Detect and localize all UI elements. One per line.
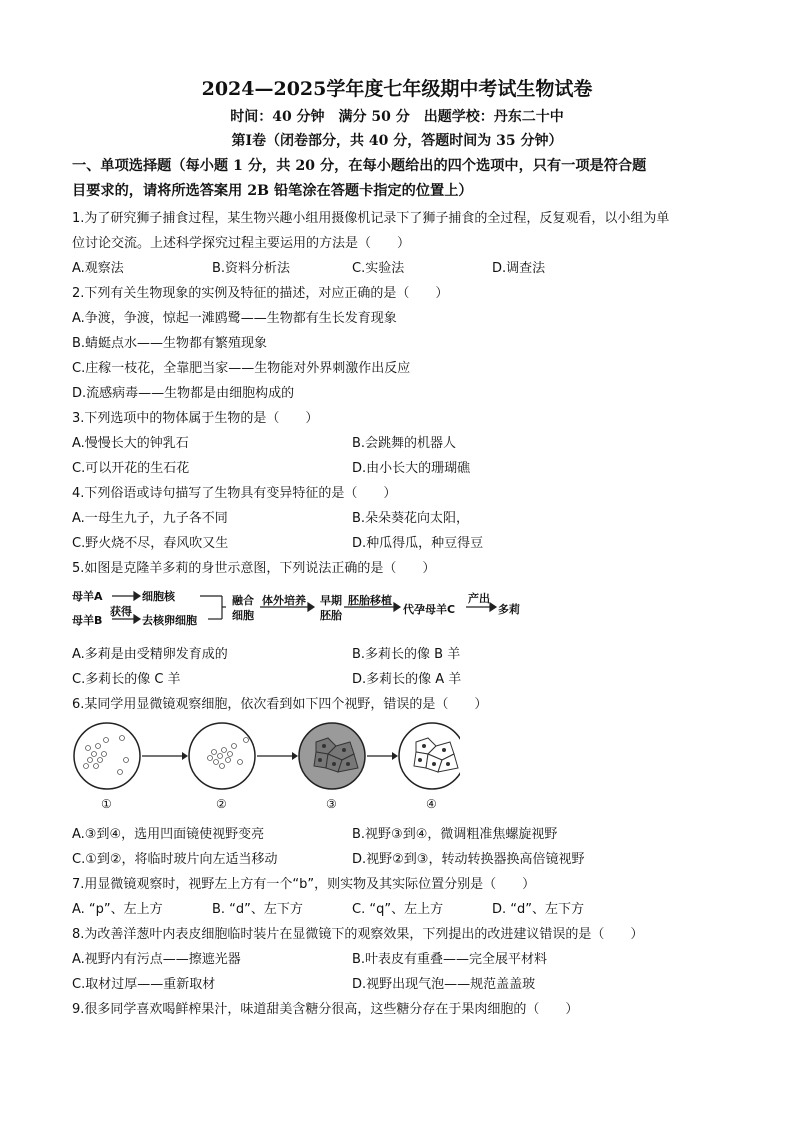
diagram-early-2: 胚胎 [320, 609, 342, 622]
q3-stem: 3.下列选项中的物体属于生物的是（ ） [72, 411, 319, 426]
q4-stem: 4.下列俗语或诗句描写了生物具有变异特征的是（ ） [72, 486, 397, 501]
diagram-nucleus: 细胞核 [142, 590, 175, 603]
field-3 [299, 723, 365, 789]
field-label-2: ② [216, 797, 227, 811]
diagram-culture: 体外培养 [262, 594, 306, 607]
microscope-fields-svg [70, 716, 460, 796]
q6-option-d: D.视野②到③，转动转换器换高倍镜视野 [352, 852, 585, 867]
q1-stem-line1: 1.为了研究狮子捕食过程，某生物兴趣小组用摄像机记录下了狮子捕食的全过程，反复观看，以小组为单 [72, 211, 670, 226]
diagram-enucleated-egg: 去核卵细胞 [142, 614, 197, 627]
diagram-birth: 产出 [468, 592, 490, 605]
q5-option-d: D.多莉长的像 A 羊 [352, 672, 462, 687]
field-1 [74, 723, 140, 789]
q1-stem-line2: 位讨论交流。上述科学探究过程主要运用的方法是（ ） [72, 236, 411, 251]
q8-option-a: A.视野内有污点——擦遮光器 [72, 952, 241, 967]
q6-option-c: C.①到②，将临时玻片向左适当移动 [72, 852, 278, 867]
part-heading: 第Ⅰ卷（闭卷部分，共 40 分，答题时间为 35 分钟） [231, 133, 563, 149]
q7-option-d: D. “d”、左下方 [492, 902, 584, 917]
q5-option-b: B.多莉长的像 B 羊 [352, 647, 461, 662]
q3-option-a: A.慢慢长大的钟乳石 [72, 436, 189, 451]
arrow-head [308, 603, 314, 611]
q7-option-c: C. “q”、左上方 [352, 902, 444, 917]
diagram-dolly: 多莉 [498, 603, 520, 616]
q8-option-b: B.叶表皮有重叠——完全展平材料 [352, 952, 548, 967]
q2-option-a: A.争渡，争渡，惊起一滩鸥鹭——生物都有生长发育现象 [72, 311, 397, 326]
q4-option-c: C.野火烧不尽，春风吹又生 [72, 536, 229, 551]
q3-option-b: B.会跳舞的机器人 [352, 436, 457, 451]
arrow-head [394, 603, 400, 611]
q9-stem: 9.很多同学喜欢喝鲜榨果汁，味道甜美含糖分很高，这些糖分存在于果肉细胞的（ ） [72, 1002, 579, 1017]
diagram-surrogate: 代孕母羊C [403, 603, 456, 616]
q5-option-a: A.多莉是由受精卵发育成的 [72, 647, 228, 662]
q1-option-a: A.观察法 [72, 261, 124, 276]
q1-option-b: B.资料分析法 [212, 261, 291, 276]
q2-option-c: C.庄稼一枝花，全靠肥当家——生物能对外界刺激作出反应 [72, 361, 411, 376]
q6-option-a: A.③到④，选用凹面镜使视野变亮 [72, 827, 265, 842]
q4-option-a: A.一母生九子，九子各不同 [72, 511, 228, 526]
q5-option-c: C.多莉长的像 C 羊 [72, 672, 181, 687]
field-label-4: ④ [426, 797, 437, 811]
q8-option-d: D.视野出现气泡——规范盖盖玻 [352, 977, 536, 992]
field-label-3: ③ [326, 797, 337, 811]
arrow-head [134, 592, 140, 600]
field-label-1: ① [101, 797, 112, 811]
q4-option-d: D.种瓜得瓜，种豆得豆 [352, 536, 484, 551]
arrow-head [134, 615, 140, 623]
q8-stem: 8.为改善洋葱叶内表皮细胞临时装片在显微镜下的观察效果，下列提出的改进建议错误的是（ ） [72, 927, 644, 942]
q7-option-a: A. “p”、左上方 [72, 902, 163, 917]
diagram-sheep-a: 母羊A [72, 590, 103, 603]
q2-option-b: B.蜻蜓点水——生物都有繁殖现象 [72, 336, 268, 351]
section-heading-line2: 目要求的，请将所选答案用 2B 铅笔涂在答题卡指定的位置上） [72, 183, 473, 199]
q6-stem: 6.某同学用显微镜观察细胞，依次看到如下四个视野，错误的是（ ） [72, 697, 488, 712]
q2-option-d: D.流感病毒——生物都是由细胞构成的 [72, 386, 295, 401]
diagram-early-1: 早期 [320, 594, 342, 607]
q1-option-c: C.实验法 [352, 261, 405, 276]
diagram-fuse-2: 细胞 [232, 609, 254, 622]
q2-stem: 2.下列有关生物现象的实例及特征的描述，对应正确的是（ ） [72, 286, 449, 301]
q3-option-c: C.可以开花的生石花 [72, 461, 190, 476]
q6-option-b: B.视野③到④，微调粗准焦螺旋视野 [352, 827, 558, 842]
q4-option-b: B.朵朵葵花向太阳， [352, 511, 470, 526]
q1-option-d: D.调查法 [492, 261, 546, 276]
diagram-transfer: 胚胎移植 [348, 594, 392, 607]
exam-info: 时间：40 分钟 满分 50 分 出题学校：丹东二十中 [230, 109, 564, 125]
q7-stem: 7.用显微镜观察时，视野左上方有一个“b”，则实物及其实际位置分别是（ ） [72, 877, 536, 892]
q7-option-b: B. “d”、左下方 [212, 902, 303, 917]
diagram-obtain: 获得 [110, 605, 132, 618]
field-2 [189, 723, 255, 789]
q5-stem: 5.如图是克隆羊多莉的身世示意图，下列说法正确的是（ ） [72, 561, 436, 576]
q3-option-d: D.由小长大的珊瑚礁 [352, 461, 471, 476]
arrow-head [490, 603, 496, 611]
q8-option-c: C.取材过厚——重新取材 [72, 977, 216, 992]
diagram-fuse-1: 融合 [232, 594, 254, 607]
field-4 [399, 723, 460, 789]
diagram-sheep-b: 母羊B [72, 614, 103, 627]
section-heading-line1: 一、单项选择题（每小题 1 分，共 20 分，在每小题给出的四个选项中，只有一项是符合题 [72, 158, 647, 174]
exam-title: 2024—2025学年度七年级期中考试生物试卷 [201, 78, 593, 100]
